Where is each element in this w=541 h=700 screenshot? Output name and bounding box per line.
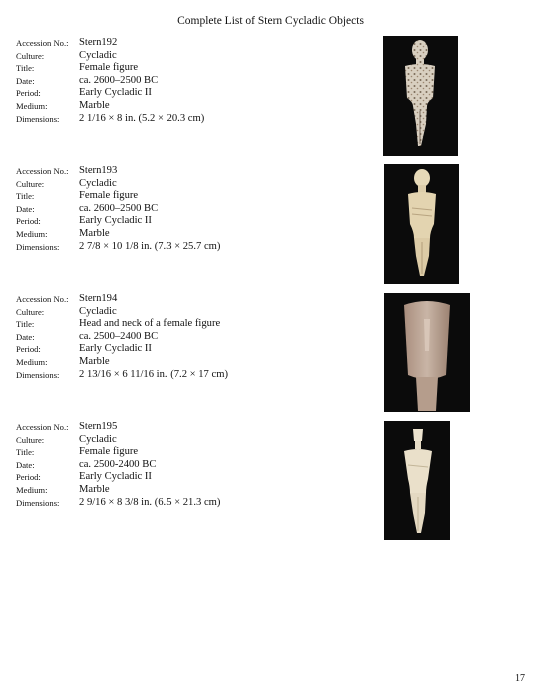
title-row [16,62,376,75]
title-value: Head and neck of a female figure [79,318,221,330]
dimensions-value: 2 9/16 × 8 3/8 in. (6.5 × 21.3 cm) [79,496,221,508]
title-label: Title: [16,63,35,74]
accession-label: Accession No.: [16,422,69,432]
dimensions-value: 2 7/8 × 10 1/8 in. (7.3 × 25.7 cm) [79,240,221,252]
date-label: Date: [16,75,35,86]
medium-value: Marble [79,99,110,111]
figure-image [384,164,459,284]
period-row [16,87,376,100]
medium-row [16,100,376,113]
title-row [16,190,376,203]
date-value: ca. 2500-2400 BC [79,458,157,470]
object-entry-stern195 [16,421,376,509]
date-label: Date: [16,203,35,214]
dimensions-row [16,241,376,254]
culture-value: Cycladic [79,305,117,317]
medium-label: Medium: [16,228,48,239]
period-row [16,343,376,356]
date-row [16,331,376,344]
medium-row [16,356,376,369]
culture-value: Cycladic [79,49,117,61]
accession-label: Accession No.: [16,166,69,176]
culture-row [16,306,376,319]
accession-value: Stern193 [79,165,118,176]
period-label: Period: [16,472,41,483]
title-label: Title: [16,447,35,458]
figure-image [383,36,458,156]
dimensions-value: 2 1/16 × 8 in. (5.2 × 20.3 cm) [79,112,205,124]
object-photo-stern195 [384,421,450,540]
dimensions-label: Dimensions: [16,497,60,508]
culture-label: Culture: [16,306,45,317]
date-value: ca. 2600–2500 BC [79,74,159,86]
dimensions-label: Dimensions: [16,241,60,252]
dimensions-row [16,497,376,510]
object-photo-stern192 [383,36,458,156]
object-entry-stern192 [16,37,376,125]
medium-label: Medium: [16,356,48,367]
accession-value: Stern192 [79,37,118,48]
period-value: Early Cycladic II [79,215,152,227]
culture-label: Culture: [16,178,45,189]
period-value: Early Cycladic II [79,471,152,483]
page-number: 17 [515,673,525,684]
medium-row [16,484,376,497]
date-row [16,75,376,88]
medium-value: Marble [79,227,110,239]
accession-value: Stern195 [79,421,118,432]
title-label: Title: [16,191,35,202]
title-value: Female figure [79,446,139,458]
accession-row [16,421,376,434]
object-entry-stern194 [16,293,376,381]
period-label: Period: [16,216,41,227]
title-label: Title: [16,319,35,330]
date-value: ca. 2600–2500 BC [79,202,159,214]
accession-label: Accession No.: [16,294,69,304]
dimensions-label: Dimensions: [16,113,60,124]
dimensions-row [16,369,376,382]
medium-label: Medium: [16,484,48,495]
culture-row [16,50,376,63]
accession-row [16,293,376,306]
page-title: Complete List of Stern Cycladic Objects [177,15,364,27]
figure-image [384,421,450,540]
medium-label: Medium: [16,100,48,111]
title-value: Female figure [79,62,139,74]
culture-row [16,434,376,447]
dimensions-value: 2 13/16 × 6 11/16 in. (7.2 × 17 cm) [79,368,228,380]
accession-row [16,165,376,178]
accession-value: Stern194 [79,293,118,304]
dimensions-row [16,113,376,126]
object-entry-stern193 [16,165,376,253]
period-label: Period: [16,88,41,99]
date-row [16,459,376,472]
culture-value: Cycladic [79,177,117,189]
dimensions-label: Dimensions: [16,369,60,380]
object-photo-stern194 [384,293,470,412]
medium-value: Marble [79,355,110,367]
date-label: Date: [16,331,35,342]
date-label: Date: [16,459,35,470]
title-row [16,318,376,331]
medium-row [16,228,376,241]
period-value: Early Cycladic II [79,343,152,355]
date-row [16,203,376,216]
culture-row [16,178,376,191]
date-value: ca. 2500–2400 BC [79,330,159,342]
accession-row [16,37,376,50]
title-value: Female figure [79,190,139,202]
period-label: Period: [16,344,41,355]
culture-label: Culture: [16,434,45,445]
culture-value: Cycladic [79,433,117,445]
culture-label: Culture: [16,50,45,61]
object-photo-stern193 [384,164,459,284]
period-value: Early Cycladic II [79,87,152,99]
medium-value: Marble [79,483,110,495]
title-row [16,446,376,459]
period-row [16,471,376,484]
accession-label: Accession No.: [16,38,69,48]
head-image [384,293,470,412]
period-row [16,215,376,228]
